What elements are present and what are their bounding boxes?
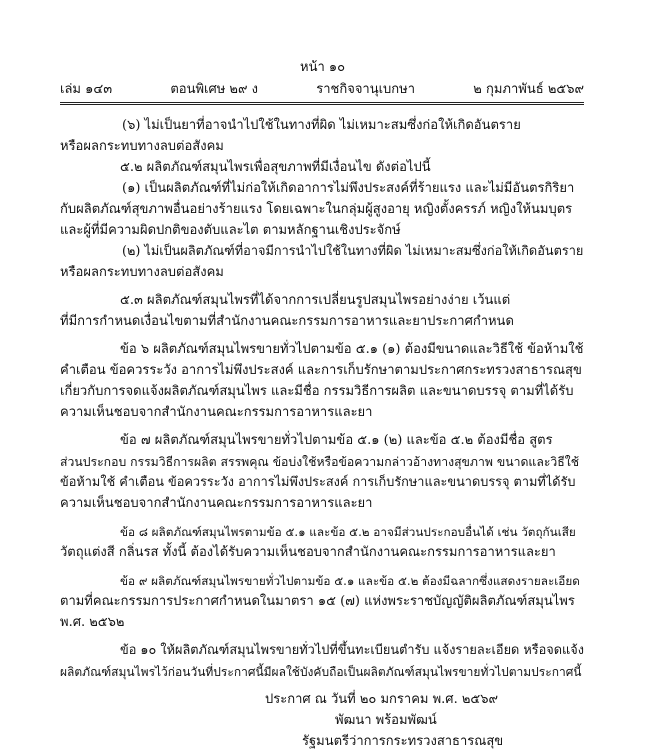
page-number: หน้า ๑๐ <box>300 60 346 75</box>
body-line: เกี่ยวกับการจดแจ้งผลิตภัณฑ์สมุนไพร และมีชื่อ กรรมวิธีการผลิต และขนาดบรรจุ ตามที่ได้รับ <box>60 384 574 399</box>
signatory-position: รัฐมนตรีว่าการกระทรวงสาธารณสุข <box>302 734 504 749</box>
body-line: ผลิตภัณฑ์สมุนไพรไว้ก่อนวันที่ประกาศนี้มีผลใช้บังคับถือเป็นผลิตภัณฑ์สมุนไพรขายทั่วไปตามประกาศนี้ <box>60 665 582 679</box>
body-line: หรือผลกระทบทางลบต่อสังคม <box>60 139 224 154</box>
body-line: วัตถุแต่งสี กลิ่นรส ทั้งนี้ ต้องได้รับความเห็นชอบจากสำนักงานคณะกรรมการอาหารและยา <box>60 545 556 560</box>
announcement-date: ประกาศ ณ วันที่ ๒๐ มกราคม พ.ศ. ๒๕๖๙ <box>265 692 499 707</box>
body-line: ตามที่คณะกรรมการประกาศกำหนดในมาตรา ๑๕ (๗) แห่งพระราชบัญญัติผลิตภัณฑ์สมุนไพร <box>60 594 575 609</box>
signatory-name: พัฒนา พร้อมพัฒน์ <box>335 713 437 728</box>
gazette-name: ราชกิจจานุเบกษา <box>316 82 416 97</box>
body-line: (๖) ไม่เป็นยาที่อาจนำไปใช้ในทางที่ผิด ไม่เหมาะสมซึ่งก่อให้เกิดอันตราย <box>122 118 521 133</box>
gazette-header <box>60 82 584 98</box>
volume-number: เล่ม ๑๔๓ <box>60 82 113 97</box>
body-line: ข้อห้ามใช้ คำเตือน ข้อควรระวัง อาการไม่พึงประสงค์ การเก็บรักษาและขนาดบรรจุ ตามที่ได้รับ <box>60 475 576 490</box>
header-divider <box>60 102 584 105</box>
body-line: หรือผลกระทบทางลบต่อสังคม <box>60 265 224 280</box>
body-line: ความเห็นชอบจากสำนักงานคณะกรรมการอาหารและยา <box>60 405 373 420</box>
body-line: พ.ศ. ๒๕๖๒ <box>60 615 125 630</box>
clause-8: ข้อ ๘ ผลิตภัณฑ์สมุนไพรตามข้อ ๕.๑ และข้อ ๕.๒ อาจมีส่วนประกอบอื่นได้ เช่น วัตถุกันเสีย <box>120 525 576 539</box>
body-line: ส่วนประกอบ กรรมวิธีการผลิต สรรพคุณ ข้อบ่งใช้หรือข้อความกล่าวอ้างทางสุขภาพ ขนาดและวิธีใช้ <box>60 455 580 469</box>
body-line: ความเห็นชอบจากสำนักงานคณะกรรมการอาหารและยา <box>60 496 373 511</box>
clause-9: ข้อ ๙ ผลิตภัณฑ์สมุนไพรขายทั่วไปตามข้อ ๕.๑ และข้อ ๕.๒ ต้องมีฉลากซึ่งแสดงรายละเอียด <box>120 574 580 588</box>
body-line: คำเตือน ข้อควรระวัง อาการไม่พึงประสงค์ และการเก็บรักษาตามประกาศกระทรวงสาธารณสุข <box>60 363 582 378</box>
clause-heading: ๕.๒ ผลิตภัณฑ์สมุนไพรเพื่อสุขภาพที่มีเงื่อนไข ดังต่อไปนี้ <box>120 160 431 175</box>
clause-6: ข้อ ๖ ผลิตภัณฑ์สมุนไพรขายทั่วไปตามข้อ ๕.๑ (๑) ต้องมีขนาดและวิธีใช้ ข้อห้ามใช้ <box>120 342 584 357</box>
body-line: (๑) เป็นผลิตภัณฑ์ที่ไม่ก่อให้เกิดอาการไม่พึงประสงค์ที่ร้ายแรง และไม่มีอันตรกิริยา <box>122 181 575 196</box>
body-line: และผู้ที่มีความผิดปกติของตับและไต ตามหลักฐานเชิงประจักษ์ <box>60 223 401 238</box>
body-line: กับผลิตภัณฑ์สุขภาพอื่นอย่างร้ายแรง โดยเฉพาะในกลุ่มผู้สูงอายุ หญิงตั้งครรภ์ หญิงให้นมบุตร <box>60 202 573 217</box>
clause-10: ข้อ ๑๐ ให้ผลิตภัณฑ์สมุนไพรขายทั่วไปที่ขึ้นทะเบียนตำรับ แจ้งรายละเอียด หรือจดแจ้ง <box>120 643 584 658</box>
clause-heading: ๕.๓ ผลิตภัณฑ์สมุนไพรที่ได้จากการเปลี่ยนรูปสมุนไพรอย่างง่าย เว้นแต่ <box>120 293 511 308</box>
body-line: ที่มีการกำหนดเงื่อนไขตามที่สำนักงานคณะกรรมการอาหารและยาประกาศกำหนด <box>60 314 514 329</box>
body-line: (๒) ไม่เป็นผลิตภัณฑ์ที่อาจมีการนำไปใช้ในทางที่ผิด ไม่เหมาะสมซึ่งก่อให้เกิดอันตราย <box>122 244 584 259</box>
clause-7: ข้อ ๗ ผลิตภัณฑ์สมุนไพรขายทั่วไปตามข้อ ๕.๑ (๒) และข้อ ๕.๒ ต้องมีชื่อ สูตร <box>120 433 553 448</box>
publish-date: ๒ กุมภาพันธ์ ๒๕๖๙ <box>473 82 584 97</box>
special-issue: ตอนพิเศษ ๒๙ ง <box>170 82 258 97</box>
